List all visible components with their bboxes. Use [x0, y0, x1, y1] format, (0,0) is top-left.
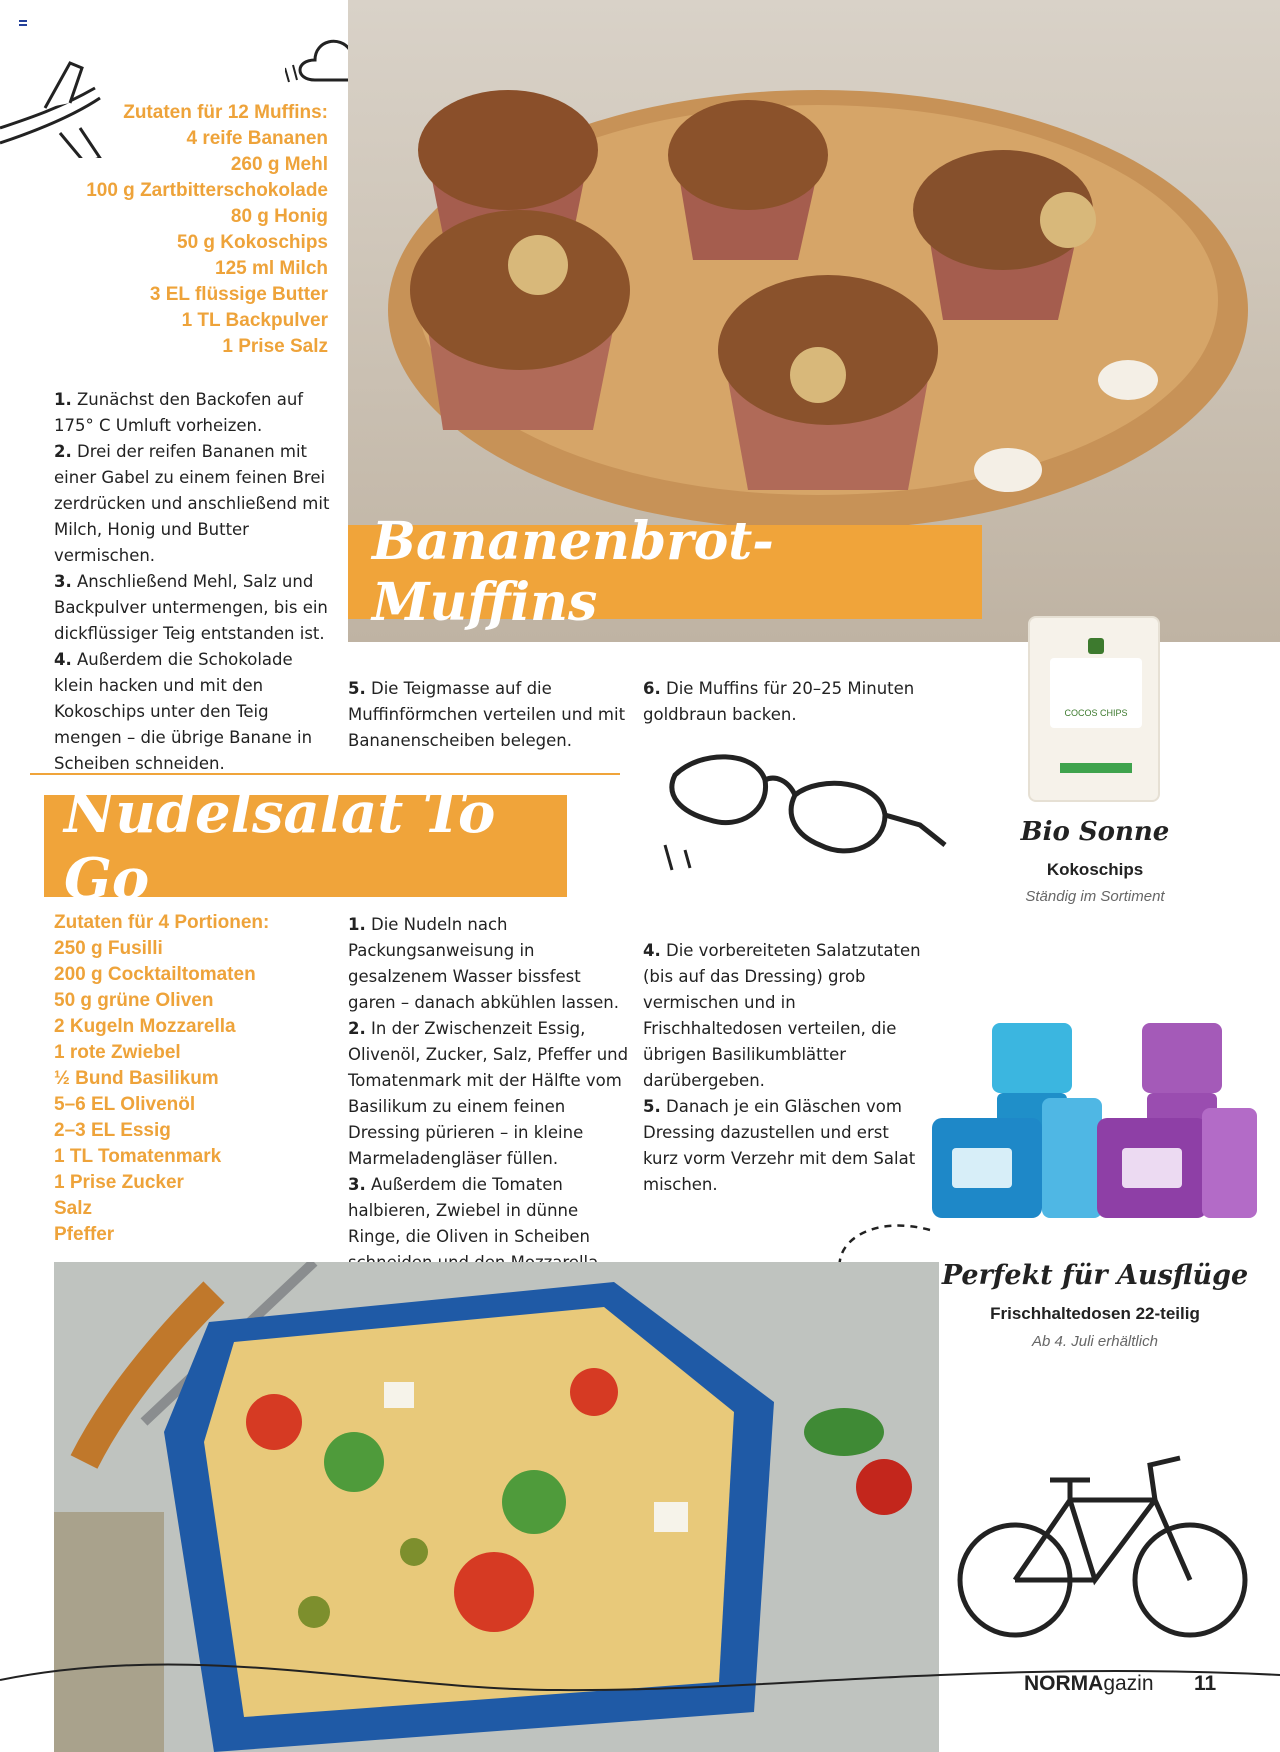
ingredient-item: Pfeffer	[54, 1224, 115, 1245]
ingredient-item: 5–6 EL Olivenöl	[54, 1094, 196, 1115]
salad-steps-col1	[348, 912, 630, 1302]
step: 3. Anschließend Mehl, Salz und Backpulver untermengen, bis ein dickflüssiger Teig entstanden ist.	[54, 572, 328, 643]
ingredient-item: 1 TL Tomatenmark	[54, 1146, 222, 1167]
ingredient-item: 1 rote Zwiebel	[54, 1042, 181, 1063]
muffin-step-5: 5. Die Teigmasse auf die Muffinförmchen verteilen und mit Bananenscheiben belegen.	[348, 679, 626, 750]
step: 5. Danach je ein Gläschen vom Dressing dazustellen und erst kurz vorm Verzehr mit dem Salat mischen.	[643, 1097, 916, 1194]
product-name: Kokoschips	[1046, 860, 1144, 879]
ingredient-item: 4 reife Bananen	[186, 128, 328, 149]
ingredient-item: 50 g Kokoschips	[177, 232, 328, 253]
ingredient-item: 1 Prise Salz	[222, 336, 328, 357]
ingredient-item: ½ Bund Basilikum	[54, 1068, 219, 1089]
step: 2. Drei der reifen Bananen mit einer Gabel zu einem feinen Brei zerdrücken und anschließend mit Milch, Honig und Butter vermischen.	[54, 442, 330, 565]
brand-light: gazin	[1103, 1672, 1154, 1695]
product-brand: Bio Sonne	[1020, 817, 1170, 847]
step: 4. Außerdem die Schokolade klein hacken und mit den Kokoschips unter den Teig mengen – die übrige Banane in Scheiben schneiden.	[54, 650, 313, 773]
page-title: Bananenbrot-Muffins	[372, 511, 774, 633]
page-number: 11	[1194, 1672, 1217, 1695]
product-name: Frischhaltedosen 22-teilig	[990, 1304, 1200, 1323]
ingredient-item: 250 g Fusilli	[54, 938, 163, 959]
ingredient-item: 1 TL Backpulver	[181, 310, 328, 331]
salad-title-banner	[44, 780, 567, 912]
ingredient-item: 125 ml Milch	[215, 258, 328, 279]
ingredient-item: 50 g grüne Oliven	[54, 990, 214, 1011]
muffin-ingredients-title: Zutaten für 12 Muffins:	[123, 102, 328, 123]
step: 4. Die vorbereiteten Salatzutaten (bis auf das Dressing) grob vermischen und in Frischhaltedosen verteilen, die übrigen Basilikumblätter darübergeben.	[643, 941, 921, 1090]
ingredient-item: 3 EL flüssige Butter	[149, 284, 328, 305]
step: 2. In der Zwischenzeit Essig, Olivenöl, Zucker, Salz, Pfeffer und Tomatenmark mit der Hälfte vom Basilikum zu einem feinen Dressing pürieren – in kleine Marmeladengläser füllen.	[348, 1019, 629, 1168]
product-availability: Ab 4. Juli erhältlich	[1032, 1333, 1158, 1350]
muffin-step-6: 6. Die Muffins für 20–25 Minuten goldbraun backen.	[643, 679, 915, 724]
ingredient-item: 2 Kugeln Mozzarella	[54, 1016, 236, 1037]
product-title: Perfekt für Ausflüge	[941, 1260, 1249, 1291]
ingredient-item: 100 g Zartbitterschokolade	[86, 180, 328, 201]
step: 1. Zunächst den Backofen auf 175° C Umluft vorheizen.	[54, 390, 304, 435]
sunglasses-doodle-icon	[660, 750, 960, 880]
ingredient-item: 260 g Mehl	[230, 154, 328, 175]
salad-ingredients-title: Zutaten für 4 Portionen:	[54, 912, 270, 933]
salad-steps-col2	[643, 938, 925, 1198]
ingredient-item: 200 g Cocktailtomaten	[54, 964, 256, 985]
ingredient-item: 2–3 EL Essig	[54, 1120, 171, 1141]
step: 3. Außerdem die Tomaten halbieren, Zwiebel in dünne Ringe, die Oliven in Scheiben	[348, 1175, 590, 1246]
muffin-steps-col1	[54, 387, 336, 777]
muffin-ingredients-list	[20, 126, 328, 360]
ingredient-item: 80 g Honig	[230, 206, 328, 227]
salad-ingredients-list	[54, 936, 334, 1248]
muffin-title-banner	[348, 511, 982, 633]
flag-icon	[19, 20, 27, 26]
divider	[30, 773, 620, 775]
coconut-chips-pack	[1028, 616, 1160, 802]
ingredient-item: Salz	[54, 1198, 93, 1219]
bicycle-doodle-icon	[955, 1440, 1255, 1650]
product-availability: Ständig im Sortiment	[1025, 888, 1165, 905]
pack-label: COCOS CHIPS	[1064, 708, 1128, 718]
step: 1. Die Nudeln nach Packungsanweisung in gesalzenem Wasser bissfest garen – danach abkühlen lassen.	[348, 915, 620, 1012]
ingredient-item: 1 Prise Zucker	[54, 1172, 184, 1193]
section-title: Nudelsalat To Go	[64, 780, 496, 912]
brand-bold: NORMA	[1024, 1672, 1104, 1695]
food-containers-image	[922, 1018, 1262, 1248]
footer-brand	[1024, 1672, 1154, 1696]
